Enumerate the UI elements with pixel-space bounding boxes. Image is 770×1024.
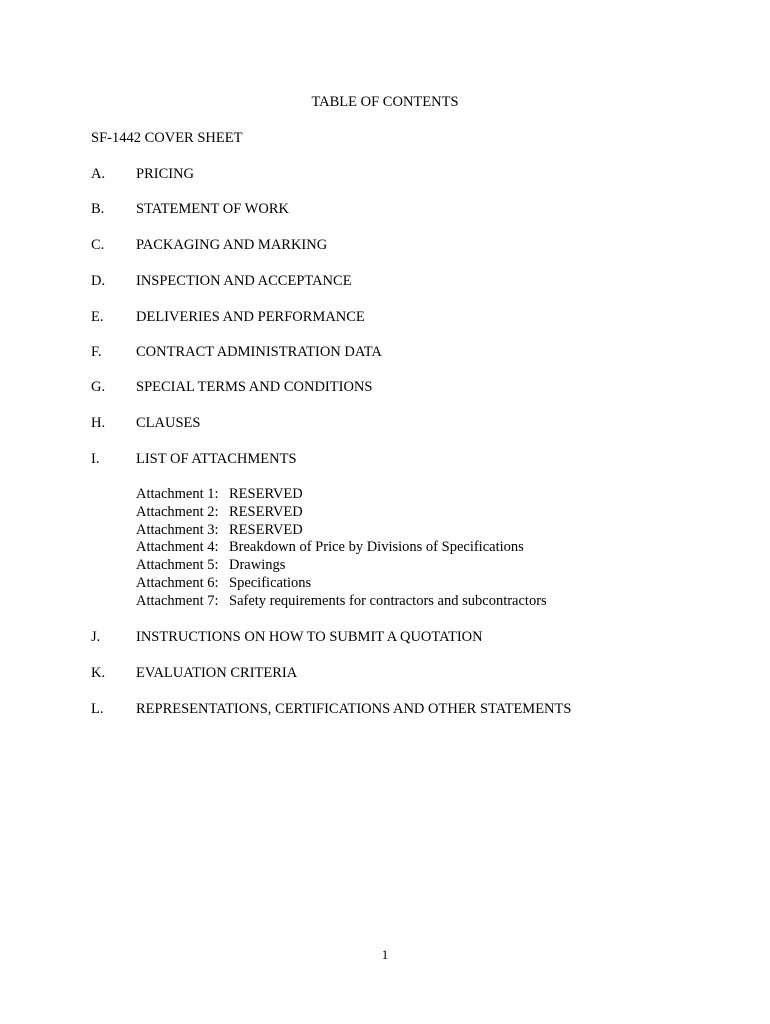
toc-title: EVALUATION CRITERIA — [136, 665, 298, 681]
attachment-description: RESERVED — [229, 486, 303, 502]
toc-letter: A. — [91, 166, 106, 182]
document-title: TABLE OF CONTENTS — [311, 94, 459, 110]
attachment-description: RESERVED — [229, 503, 303, 520]
toc-letter: K. — [91, 665, 106, 681]
toc-letter: H. — [91, 415, 106, 431]
cover-sheet-entry: SF-1442 COVER SHEET — [91, 130, 243, 146]
toc-letter: B. — [91, 201, 105, 217]
attachment-label: Attachment 3: — [136, 521, 219, 538]
page-number: 1 — [381, 947, 389, 962]
attachment-label: Attachment 2: — [136, 503, 219, 520]
attachment-description: Breakdown of Price by Divisions of Specifications — [229, 539, 524, 556]
attachment-label: Attachment 4: — [136, 539, 219, 556]
toc-letter: E. — [91, 309, 104, 325]
toc-title: SPECIAL TERMS AND CONDITIONS — [136, 379, 373, 395]
toc-title: REPRESENTATIONS, CERTIFICATIONS AND OTHER STATEMENTS — [136, 701, 572, 717]
attachment-label: Attachment 6: — [136, 574, 219, 591]
toc-title: CONTRACT ADMINISTRATION DATA — [136, 344, 382, 360]
toc-title: LIST OF ATTACHMENTS — [136, 451, 297, 467]
toc-letter: L. — [91, 701, 104, 717]
attachment-description: Safety requirements for contractors and subcontractors — [229, 592, 547, 609]
attachment-label: Attachment 7: — [136, 592, 219, 609]
attachment-label: Attachment 1: — [136, 486, 219, 502]
attachment-description: Specifications — [229, 574, 312, 591]
attachment-description: RESERVED — [229, 521, 303, 538]
toc-letter: G. — [91, 379, 106, 395]
toc-title: DELIVERIES AND PERFORMANCE — [136, 309, 365, 325]
toc-letter: I. — [91, 451, 100, 467]
toc-title: STATEMENT OF WORK — [136, 201, 289, 217]
toc-title: CLAUSES — [136, 415, 201, 431]
toc-title: INSPECTION AND ACCEPTANCE — [136, 273, 352, 289]
toc-title: PRICING — [136, 166, 195, 182]
toc-title: INSTRUCTIONS ON HOW TO SUBMIT A QUOTATION — [136, 629, 483, 645]
toc-letter: J. — [91, 629, 101, 645]
toc-letter: C. — [91, 237, 105, 253]
attachment-label: Attachment 5: — [136, 557, 219, 574]
toc-letter: D. — [91, 273, 106, 289]
attachment-description: Drawings — [229, 557, 286, 574]
toc-title: PACKAGING AND MARKING — [136, 237, 328, 253]
toc-letter: F. — [91, 344, 102, 360]
